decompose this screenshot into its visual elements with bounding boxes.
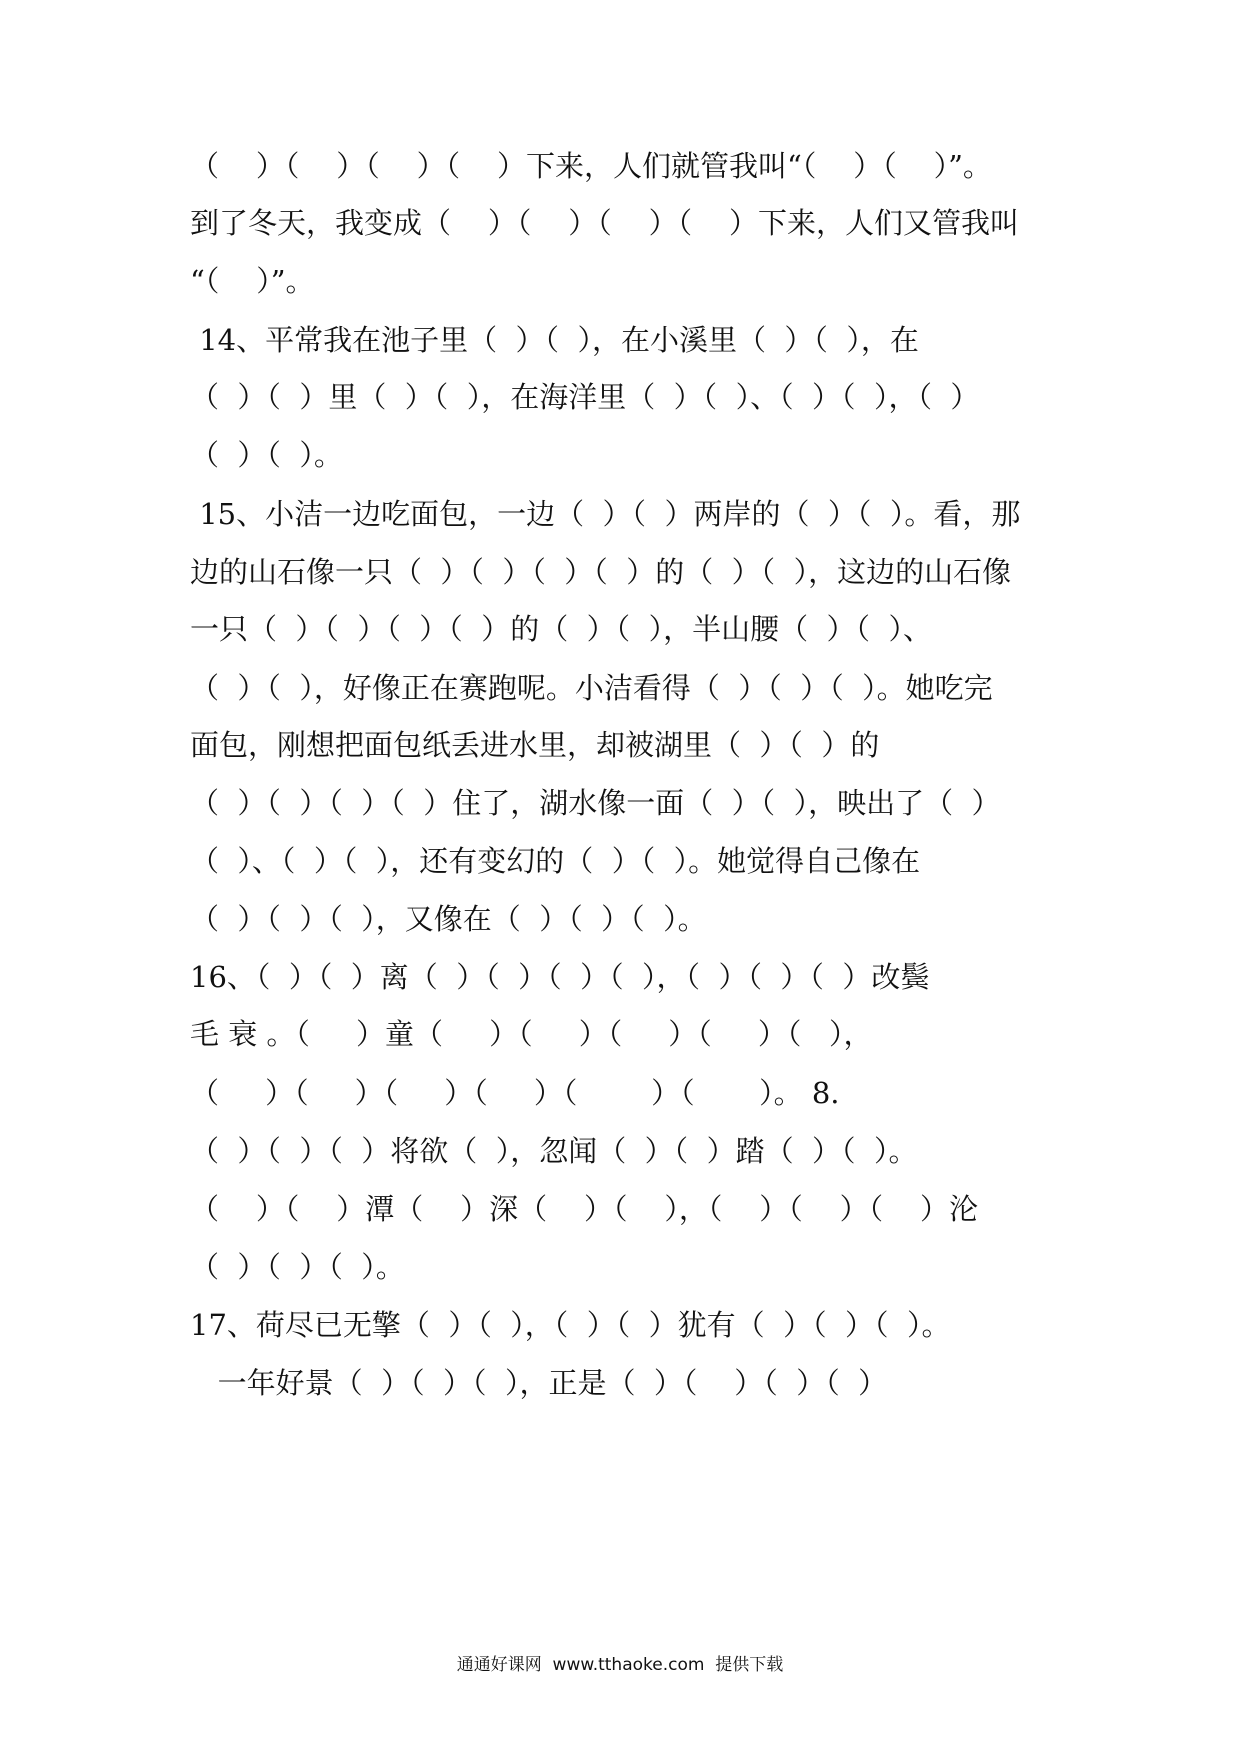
text-line: （ ）（ ），好像正在赛跑呢。小洁看得（ ）（ ）（ ）。她吃完 <box>190 671 993 705</box>
text-line: （ ）（ ）（ ）（ ）住了，湖水像一面（ ）（ ），映出了（ ） <box>190 786 1001 820</box>
text-line: 到了冬天，我变成（ ）（ ）（ ）（ ）下来，人们又管我叫 <box>190 206 1019 240</box>
text-line: （ ）（ ）（ ）（ ）下来，人们就管我叫“（ ）（ ）”。 <box>190 149 992 183</box>
page-footer: 通通好课网 www.tthaoke.com 提供下载 <box>456 1655 784 1675</box>
text-line: （ ）（ ）（ ）将欲（ ），忽闻（ ）（ ）踏（ ）（ ）。 <box>190 1134 918 1168</box>
text-line: 面包，刚想把面包纸丢进水里，却被湖里（ ）（ ）的 <box>190 728 880 762</box>
text-line: 边的山石像一只（ ）（ ）（ ）（ ）的（ ）（ ），这边的山石像 <box>190 555 1012 589</box>
text-line: （ ）（ ）。 <box>190 438 343 472</box>
text-line: 14、平常我在池子里（ ）（ ），在小溪里（ ）（ ），在 <box>190 323 919 357</box>
text-line: “（ ）”。 <box>190 264 315 298</box>
text-line: 一只（ ）（ ）（ ）（ ）的（ ）（ ），半山腰（ ）（ ）、 <box>190 612 932 646</box>
text-line: 15、小洁一边吃面包，一边（ ）（ ）两岸的（ ）（ ）。看，那 <box>190 497 1021 531</box>
text-line: （ ）（ ）潭（ ）深（ ）（ ），（ ）（ ）（ ）沦 <box>190 1192 978 1226</box>
text-line: （ ）（ ）（ ）（ ）（ ）（ ）。 8. <box>190 1076 840 1110</box>
text-line: （ ）（ ）里（ ）（ ），在海洋里（ ）（ ）、（ ）（ ），（ ） <box>190 380 980 414</box>
text-line: 17、荷尽已无擎（ ）（ ），（ ）（ ）犹有（ ）（ ）（ ）。 <box>190 1308 951 1342</box>
text-line: 毛 衰 。（ ）童（ ）（ ）（ ）（ ）（ ）， <box>190 1017 873 1051</box>
text-line: （ ）（ ）（ ）。 <box>190 1250 405 1284</box>
text-line: 一年好景（ ）（ ）（ ），正是（ ）（ ）（ ）（ ） <box>190 1366 888 1400</box>
text-line: （ ）（ ）（ ），又像在（ ）（ ）（ ）。 <box>190 902 707 936</box>
text-line: （ ）、（ ）（ ），还有变幻的（ ）（ ）。她觉得自己像在 <box>190 844 921 878</box>
text-line: 16、（ ）（ ）离（ ）（ ）（ ）（ ），（ ）（ ）（ ）改鬓 <box>190 960 930 994</box>
